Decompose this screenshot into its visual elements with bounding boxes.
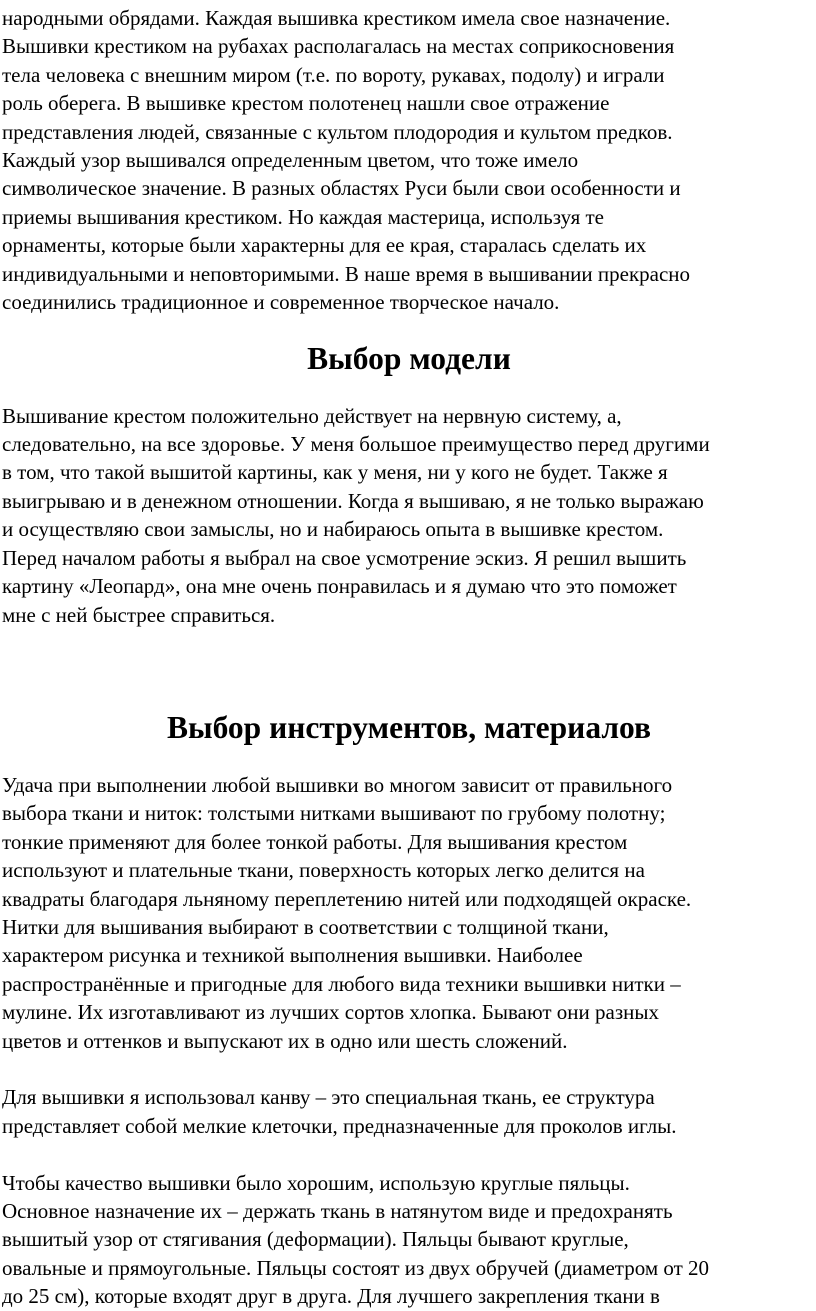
spacer — [2, 743, 816, 771]
spacer — [2, 373, 816, 401]
paragraph-hoops: Чтобы качество вышивки было хорошим, использую круглые пяльцы. Основное назначение их – держать ткань в натянутом виде и предохранять вышитый узор от стягивания (деформации). Пяльцы бывают круглые, овальные и прямоугольные. Пяльцы состоят из двух обручей (диаметром от 20 до 25 см), которые входят друг в друга. Для лучшего закрепления ткани в — [2, 1170, 710, 1309]
paragraph-model-choice: Вышивание крестом положительно действует на нервную систему, а, следовательно, на все здоровье. У меня большое преимущество перед другими в том, что такой вышитой картины, как у меня, ни у кого не будет. Также я выигрываю и в денежном отношении. Когда я вышиваю, я не только выражаю и осуществляю свои замыслы, но и набираюсь опыта в вышивке крестом. Перед началом работы я выбрал на свое усмотрение эскиз. Я решил вышить картину «Леопард», она мне очень понравилась и я думаю что это поможет мне с ней быстрее справиться. — [2, 403, 710, 627]
heading-tools-materials: Выбор инструментов, материалов — [166, 710, 651, 746]
spacer — [2, 1140, 816, 1168]
paragraph-fabric-threads: Удача при выполнении любой вышивки во многом зависит от правильного выбора ткани и ниток: толстыми нитками вышивают по грубому полотну; тонкие применяют для более тонкой работы. Для вышивания крестом используют и плательные ткани, поверхность которых легко делится на квадраты благодаря льняному переплетению нитей или подходящей окраске. Нитки для вышивания выбирают в соответствии с толщиной ткани, характером рисунка и техникой выполнения вышивки. Наиболее распространённые и пригодные для любого вида техники вышивки нитки – мулине. Их изготавливают из лучших сортов хлопка. Бывают они разных цветов и оттенков и выпускают их в одно или шесть сложений. — [2, 772, 692, 1053]
heading-model-choice: Выбор модели — [307, 340, 511, 376]
paragraph-canvas: Для вышивки я использовал канву – это специальная ткань, ее структура представляет собой мелкие клеточки, предназначенные для проколов иглы. — [2, 1085, 677, 1138]
paragraph-embroidery-history: народными обрядами. Каждая вышивка крестиком имела свое назначение. Вышивки крестиком на рубахах располагалась на местах соприкосновения тела человека с внешним миром (т.е. по вороту, рукавах, подолу) и играли роль оберега. В вышивке крестом полотенец нашли свое отражение представления людей, связанные с культом плодородия и культом предков. Каждый узор вышивался определенным цветом, что тоже имело символическое значение. В разных областях Руси были свои особенности и приемы вышивания крестиком. Но каждая мастерица, используя те орнаменты, которые были характерны для ее края, старалась сделать их индивидуальными и неповторимыми. В наше время в вышивании прекрасно соединились традиционное и современное творческое начало. — [2, 6, 691, 315]
spacer — [2, 1055, 816, 1083]
spacer — [2, 629, 816, 686]
